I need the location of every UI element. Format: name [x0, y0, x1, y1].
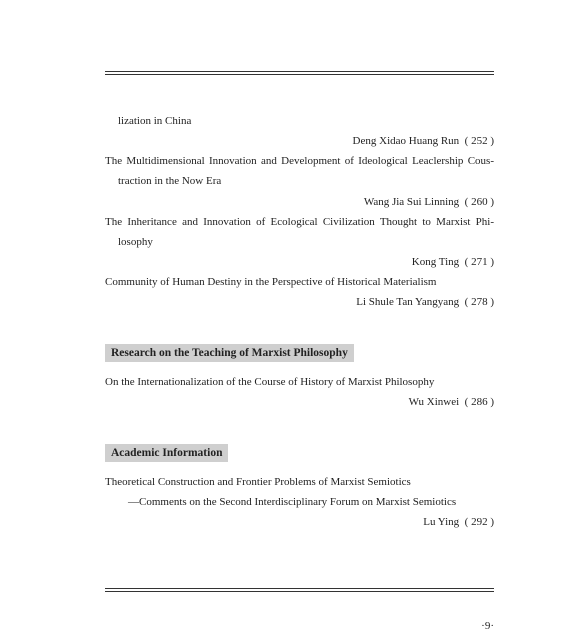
top-rule-inner [105, 74, 494, 75]
section-heading-academic: Academic Information [105, 444, 228, 462]
entry-authors: Li Shule Tan Yangyang ( 278 ) [356, 296, 494, 308]
bottom-rule-inner [105, 591, 494, 592]
entry-title-cont: losophy [118, 236, 153, 248]
entry-title: Theoretical Construction and Frontier Problems of Marxist Semiotics [105, 476, 411, 488]
entry-title: The Inheritance and Innovation of Ecological Civilization Thought to Marxist Phi- [105, 216, 494, 228]
bottom-rule [105, 588, 494, 589]
section-heading-teaching: Research on the Teaching of Marxist Philosophy [105, 344, 354, 362]
entry-title-cont: traction in the Now Era [118, 175, 222, 187]
page-number: ·9· [481, 620, 494, 632]
entry-authors: Wang Jia Sui Linning ( 260 ) [363, 196, 494, 208]
entry-title: lization in China [118, 115, 192, 127]
entry-authors: Wu Xinwei ( 286 ) [408, 396, 494, 408]
entry-authors: Deng Xidao Huang Run ( 252 ) [352, 135, 494, 147]
entry-title: On the Internationalization of the Course of History of Marxist Philosophy [105, 376, 435, 388]
entry-authors: Lu Ying ( 292 ) [423, 516, 494, 528]
entry-title: Community of Human Destiny in the Perspective of Historical Materialism [105, 276, 437, 288]
entry-authors: Kong Ting ( 271 ) [411, 256, 494, 268]
entry-subtitle: —Comments on the Second Interdisciplinary Forum on Marxist Semiotics [128, 496, 457, 508]
top-rule [105, 71, 494, 72]
entry-title: The Multidimensional Innovation and Development of Ideological Leaclership Cous- [105, 155, 494, 167]
